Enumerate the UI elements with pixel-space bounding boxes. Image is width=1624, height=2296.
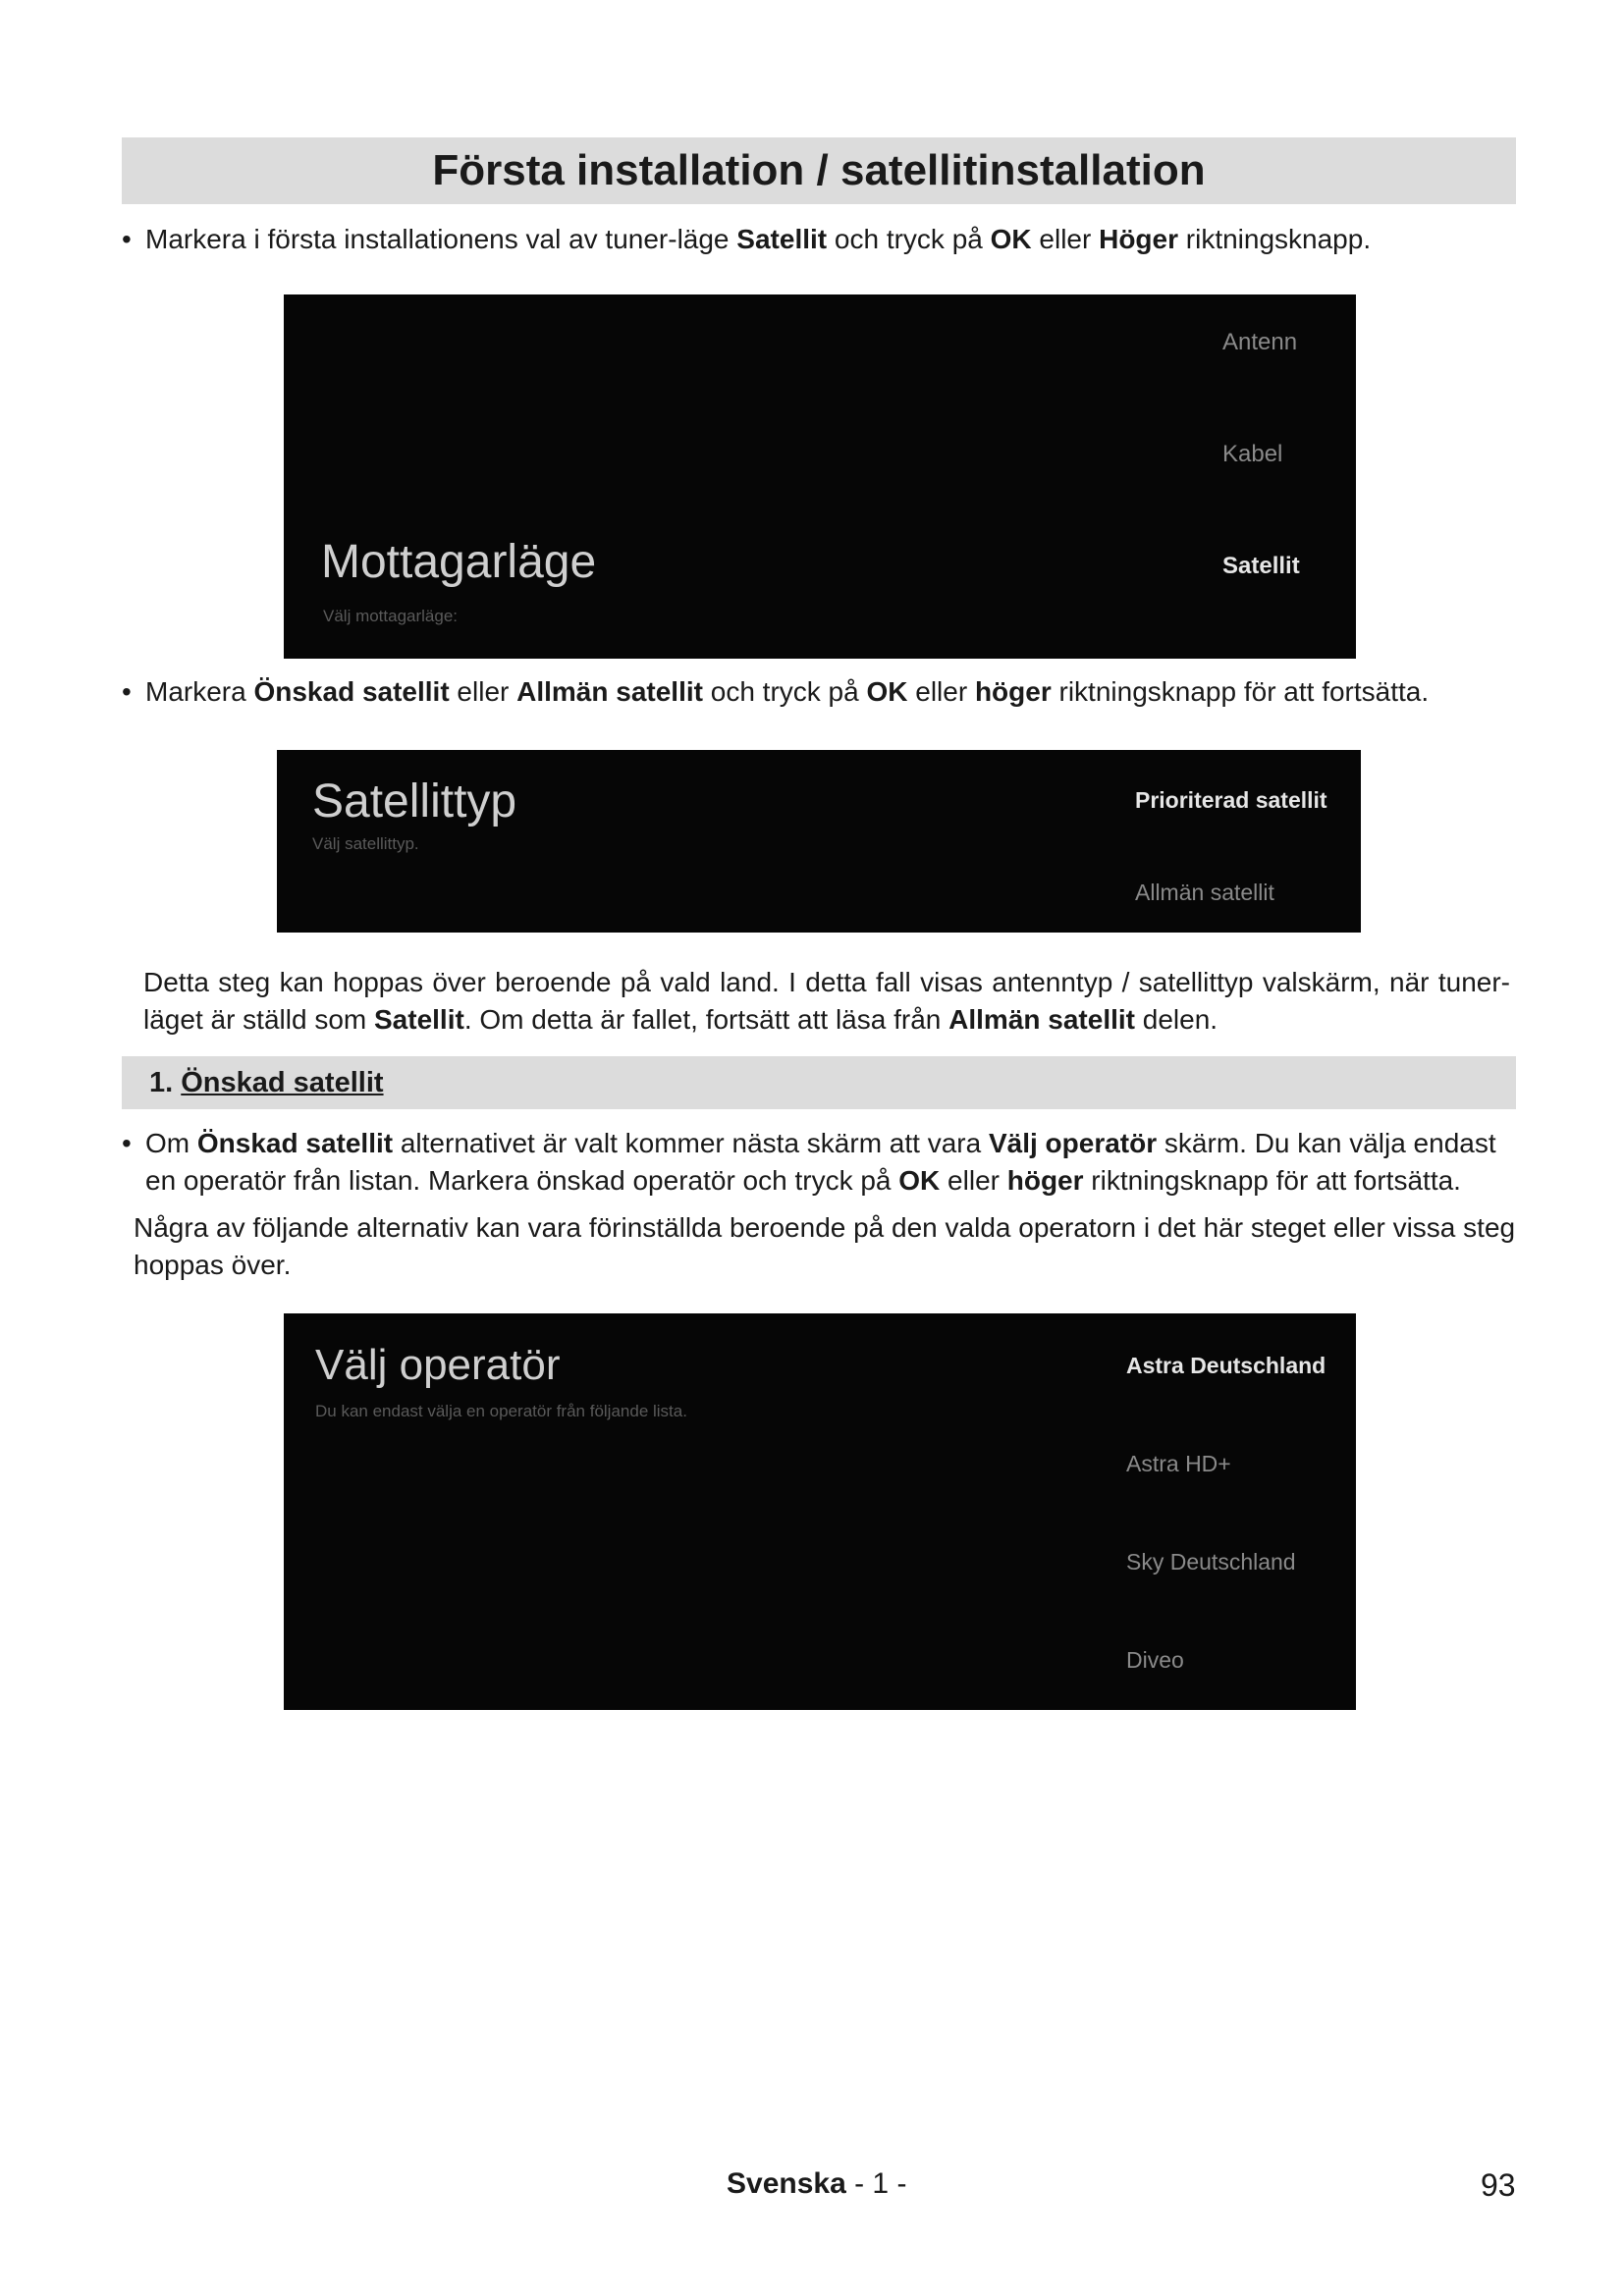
note-paragraph: Detta steg kan hoppas över beroende på vald land. I detta fall visas antenntyp / satellittyp valskärm, när tuner-läget är ställd som Satellit. Om detta är fallet, fortsätt att läsa från Allmän satellit delen. bbox=[143, 967, 1510, 1035]
option-antenn[interactable]: Antenn bbox=[1222, 329, 1298, 355]
screen-title: Välj operatör bbox=[315, 1341, 561, 1389]
bullet-dot: • bbox=[122, 1128, 132, 1158]
option-kabel[interactable]: Kabel bbox=[1222, 441, 1283, 467]
screen-subtitle: Du kan endast välja en operatör från följande lista. bbox=[315, 1402, 687, 1420]
instruction-bullet-1: • Markera i första installationens val av tuner-läge Satellit och tryck på OK eller Höger riktningsknapp. bbox=[122, 221, 1516, 258]
screen-subtitle: Välj mottagarläge: bbox=[323, 607, 459, 625]
page-title-bar bbox=[122, 137, 1516, 204]
screen-subtitle: Välj satellittyp. bbox=[312, 834, 419, 853]
footer-language: Svenska - 1 - bbox=[727, 2167, 907, 2200]
screen-receiver-mode bbox=[284, 294, 1356, 659]
preset-note-paragraph: Några av följande alternativ kan vara förinställda beroende på den valda operatorn i det här steget eller vissa steg hoppas över. bbox=[134, 1212, 1516, 1280]
screen-select-operator bbox=[284, 1313, 1356, 1710]
instruction-bullet-2: • Markera Önskad satellit eller Allmän satellit och tryck på OK eller höger riktningsknapp för att fortsätta. bbox=[122, 673, 1536, 711]
option-satellit[interactable]: Satellit bbox=[1222, 553, 1300, 579]
option-astra-hd-plus[interactable]: Astra HD+ bbox=[1126, 1451, 1231, 1476]
page-number: 93 bbox=[1481, 2167, 1516, 2203]
section-header bbox=[122, 1056, 1516, 1109]
instruction-bullet-3: • Om Önskad satellit alternativet är valt kommer nästa skärm att vara Välj operatör skärm. Du kan välja endast en operatör från listan. Markera önskad operatör och tryck på OK eller höger riktningsknapp för att fortsätta. bbox=[122, 1125, 1526, 1200]
bullet-dot: • bbox=[122, 224, 132, 254]
option-astra-deutschland[interactable]: Astra Deutschland bbox=[1126, 1353, 1326, 1378]
option-general-satellite[interactable]: Allmän satellit bbox=[1135, 880, 1274, 905]
screen-title: Satellittyp bbox=[312, 775, 517, 828]
option-diveo[interactable]: Diveo bbox=[1126, 1647, 1184, 1673]
option-sky-deutschland[interactable]: Sky Deutschland bbox=[1126, 1549, 1296, 1575]
bullet-dot: • bbox=[122, 676, 132, 707]
option-prioritized-satellite[interactable]: Prioriterad satellit bbox=[1135, 787, 1327, 813]
screen-title: Mottagarläge bbox=[321, 536, 597, 588]
screen-satellite-type bbox=[277, 750, 1361, 933]
page-title: Första installation / satellitinstallation bbox=[432, 146, 1206, 194]
section-title: 1. Önskad satellit bbox=[149, 1066, 384, 1098]
